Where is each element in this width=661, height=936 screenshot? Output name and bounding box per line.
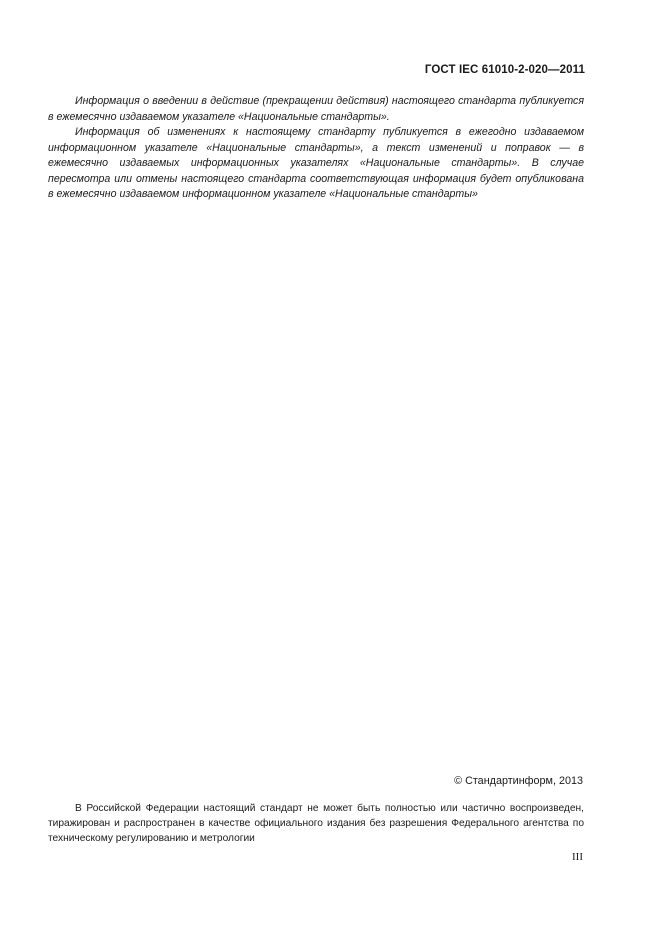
info-paragraph-publication: Информация о введении в действие (прекращении действия) настоящего стандарта публикуется в ежемесячно издаваемом указателе «Национальные стандарты». [48,95,584,123]
copyright-notice: © Стандартинформ, 2013 [454,775,583,787]
document-code-header: ГОСТ IEC 61010-2-020—2011 [424,64,585,76]
info-paragraph-amendments: Информация об изменениях к настоящему стандарту публикуется в ежегодно издаваемом информационном указателе «Национальные стандарты», а текст изменений и поправок — в ежемесячно издаваемых информационных указателях «Национальные стандарты». В случае пересмотра или отмены настоящего стандарта соответствующая информация будет опубликована в ежемесячно издаваемом информационном указателе «Национальные стандарты» [48,126,584,200]
page-number: III [572,851,583,863]
publication-info-block [48,94,584,203]
legal-notice: В Российской Федерации настоящий стандарт не может быть полностью или частично воспроизведен, тиражирован и распространен в качестве официального издания без разрешения Федерального агентства по техническому регулированию и метрологии [48,803,584,844]
